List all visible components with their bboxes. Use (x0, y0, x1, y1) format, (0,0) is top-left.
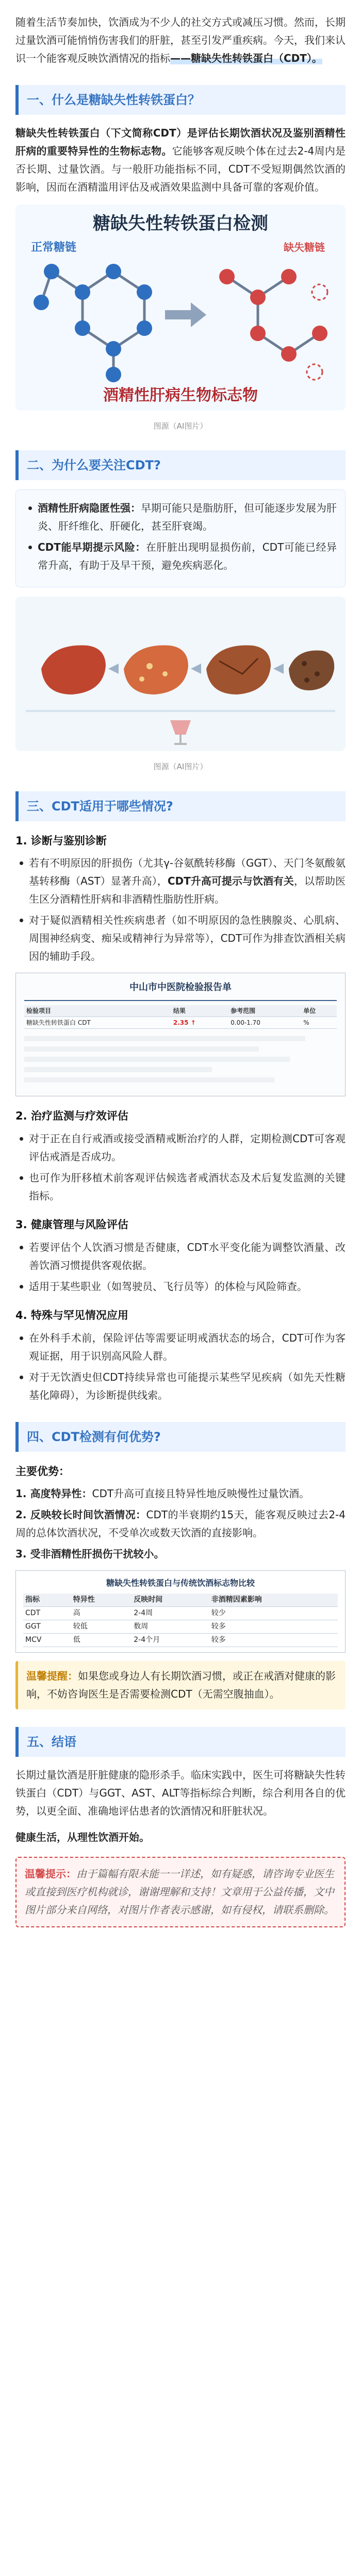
list-item: 在外科手术前，保险评估等需要证明戒酒状态的场合，CDT可作为客观证据，用于识别高风险人群。 (15, 1329, 346, 1365)
list-item: CDT能早期提示风险：在肝脏出现明显损伤前，CDT可能已经异常升高，有助于及早干预，避免疾病恶化。 (24, 538, 337, 574)
report-col-unit: 单位 (301, 1005, 337, 1017)
advantages-list (15, 1485, 346, 1563)
subsection-2-list (15, 1130, 346, 1205)
table-cell: CDT (23, 1607, 71, 1620)
list-item: 酒精性肝病隐匿性强：早期可能只是脂肪肝，但可能逐步发展为肝炎、肝纤维化、肝硬化，甚至肝衰竭。 (24, 499, 337, 535)
lab-report-figure (15, 973, 346, 1096)
subsection-4-title: 4. 特殊与罕见情况应用 (15, 1309, 128, 1321)
figure-2-caption: 图源（AI图片） (153, 762, 208, 772)
list-item: 2. 反映较长时间饮酒情况：CDT的半衰期约15天，能客观反映过去2-4周的总体饮酒状况，不受单次或数天饮酒的直接影响。 (15, 1509, 346, 1539)
table-cell: 低 (71, 1633, 132, 1647)
intro-highlight: ——糖缺失性转铁蛋白（CDT）。 (170, 52, 322, 64)
disclaimer-box (15, 1857, 346, 1927)
table-row (23, 1620, 338, 1634)
table-cell: 较少 (209, 1607, 338, 1620)
table-cell: 高 (71, 1607, 132, 1620)
comparison-col-window: 反映时间 (132, 1594, 209, 1606)
table-cell: 数周 (132, 1620, 209, 1634)
list-item: 若有不明原因的肝损伤（尤其γ-谷氨酰转移酶（GGT）、天门冬氨酸氨基转移酶（AST）显著升高），CDT升高可提示与饮酒有关，以帮助医生区分酒精性肝病和非酒精性脂肪性肝病。 (15, 854, 346, 908)
subsection-4-list (15, 1329, 346, 1404)
comparison-table-title: 糖缺失性转铁蛋白与传统饮酒标志物比较 (106, 1578, 255, 1588)
advantages-lead: 主要优势： (15, 1465, 70, 1478)
report-col-range: 参考范围 (228, 1005, 301, 1017)
subsection-1-list (15, 854, 346, 965)
section-1-title: 一、什么是糖缺失性转铁蛋白？ (15, 85, 346, 115)
cdt-molecule-figure (15, 205, 346, 416)
table-cell: 较低 (71, 1620, 132, 1634)
list-item: 对于疑似酒精相关性疾病患者（如不明原因的急性胰腺炎、心肌病、周围神经病变、痴呆或精神行为异常等），CDT可作为排查饮酒相关病因的辅助手段。 (15, 911, 346, 965)
comparison-sheet (15, 1570, 346, 1653)
subsection-3-title: 3. 健康管理与风险评估 (15, 1218, 128, 1231)
subsection-2-title: 2. 治疗监测与疗效评估 (15, 1110, 128, 1123)
cdt-molecule-illustration (15, 205, 346, 411)
report-cell: 0.00-1.70 (228, 1016, 301, 1028)
table-row (23, 1607, 338, 1620)
table-cell: GGT (23, 1620, 71, 1634)
section-2-title: 二、为什么要关注CDT? (15, 450, 346, 480)
comparison-table-figure (15, 1570, 346, 1653)
comparison-col-specificity: 特异性 (71, 1594, 132, 1606)
why-care-list (24, 499, 337, 574)
lab-report-table (24, 1005, 337, 1029)
intro-paragraph: 随着生活节奏加快，饮酒成为不少人的社交方式或减压习惯。然而，长期过量饮酒可能悄悄伤害我们的肝脏，甚至引发严重疾病。今天，我们来认识一个能客观反映饮酒情况的指标——糖缺失性转铁蛋白（CDT）。 (15, 16, 346, 64)
section-3-title: 三、CDT适用于哪些情况? (15, 791, 346, 821)
why-care-card (15, 489, 346, 587)
lab-report-sheet (15, 973, 346, 1096)
list-item: 3. 受非酒精性肝损伤干扰较小。 (15, 1548, 165, 1561)
disclaimer-label: 温馨提示： (25, 1867, 76, 1880)
table-row (23, 1633, 338, 1647)
table-cell: 较多 (209, 1620, 338, 1634)
table-cell: 较多 (209, 1633, 338, 1647)
table-header-row (24, 1005, 337, 1017)
comparison-col-interference: 非酒精因素影响 (209, 1594, 338, 1606)
subsection-1-title: 1. 诊断与鉴别诊断 (15, 834, 107, 847)
section-1-paragraph: 糖缺失性转铁蛋白（下文简称CDT）是评估长期饮酒状况及鉴别酒精性肝病的重要特异性的生物标志物。它能够客观反映个体在过去2-4周内是否长期、过量饮酒。与一般肝功能指标不同，CDT不受短期偶然饮酒的影响，因而在酒精滥用评估及戒酒效果监测中具备可靠的客观价值。 (15, 127, 346, 193)
conclusion-paragraph: 长期过量饮酒是肝脏健康的隐形杀手。临床实践中，医生可将糖缺失性转铁蛋白（CDT）与GGT、AST、ALT等指标综合判断，综合利用各自的优势，以更全面、准确地评估患者的饮酒情况和肝脏状况。 (15, 1768, 346, 1817)
disclaimer-text: 由于篇幅有限未能一一详述，如有疑惑，请咨询专业医生或直接到医疗机构就诊，谢谢理解和支持！文章用于公益传播，文中图片部分来自网络，对图片作者表示感谢，如有侵权，请联系删除。 (25, 1867, 334, 1916)
report-cell: % (301, 1016, 337, 1028)
figure-bottom-text: 酒精性肝病生物标志物 (103, 386, 258, 404)
table-cell: MCV (23, 1633, 71, 1647)
report-cell: 糖缺失性转铁蛋白 CDT (24, 1016, 171, 1028)
figure-right-label: 缺失糖链 (284, 241, 325, 253)
conclusion-motto: 健康生活，从理性饮酒开始。 (15, 1831, 150, 1843)
reminder-label: 温馨提醒： (26, 1669, 78, 1682)
table-header-row (23, 1594, 338, 1606)
list-item: 若要评估个人饮酒习惯是否健康，CDT水平变化能为调整饮酒量、改善饮酒习惯提供客观依据。 (15, 1239, 346, 1275)
report-col-result: 结果 (171, 1005, 228, 1017)
list-item: 也可作为肝移植术前客观评估候选者戒酒状态及术后复发监测的关键指标。 (15, 1169, 346, 1205)
hospital-report-title: 中山市中医院检验报告单 (129, 982, 232, 993)
reminder-text: 如果您或身边人有长期饮酒习惯，或正在戒酒对健康的影响，不妨咨询医生是否需要检测CDT（无需空腹抽血）。 (26, 1669, 336, 1700)
table-cell: 2-4个月 (132, 1633, 209, 1647)
list-item: 对于无饮酒史但CDT持续异常也可能提示某些罕见疾病（如先天性糖基化障碍），为诊断提供线索。 (15, 1368, 346, 1404)
report-cell-result: 2.35 ↑ (171, 1016, 228, 1028)
liver-stages-figure (15, 597, 346, 757)
figure-left-label: 正常糖链 (31, 241, 77, 254)
subsection-3-list (15, 1239, 346, 1296)
table-cell: 2-4周 (132, 1607, 209, 1620)
liver-stages-illustration (15, 597, 346, 751)
report-blank-lines (24, 1036, 337, 1082)
comparison-table (23, 1594, 338, 1647)
reminder-box (15, 1661, 346, 1709)
report-col-item: 检验项目 (24, 1005, 171, 1017)
table-row (24, 1016, 337, 1028)
figure-1-caption: 图源（AI图片） (153, 421, 208, 431)
list-item: 1. 高度特异性：CDT升高可直接且特异性地反映慢性过量饮酒。 (15, 1487, 310, 1500)
list-item: 适用于某些职业（如驾驶员、飞行员等）的体检与风险筛查。 (15, 1278, 346, 1296)
section-5-title: 五、结语 (15, 1727, 346, 1757)
section-4-title: 四、CDT检测有何优势? (15, 1422, 346, 1452)
comparison-col-indicator: 指标 (23, 1594, 71, 1606)
figure-title: 糖缺失性转铁蛋白检测 (93, 213, 268, 234)
list-item: 对于正在自行戒酒或接受酒精戒断治疗的人群，定期检测CDT可客观评估戒酒是否成功。 (15, 1130, 346, 1166)
